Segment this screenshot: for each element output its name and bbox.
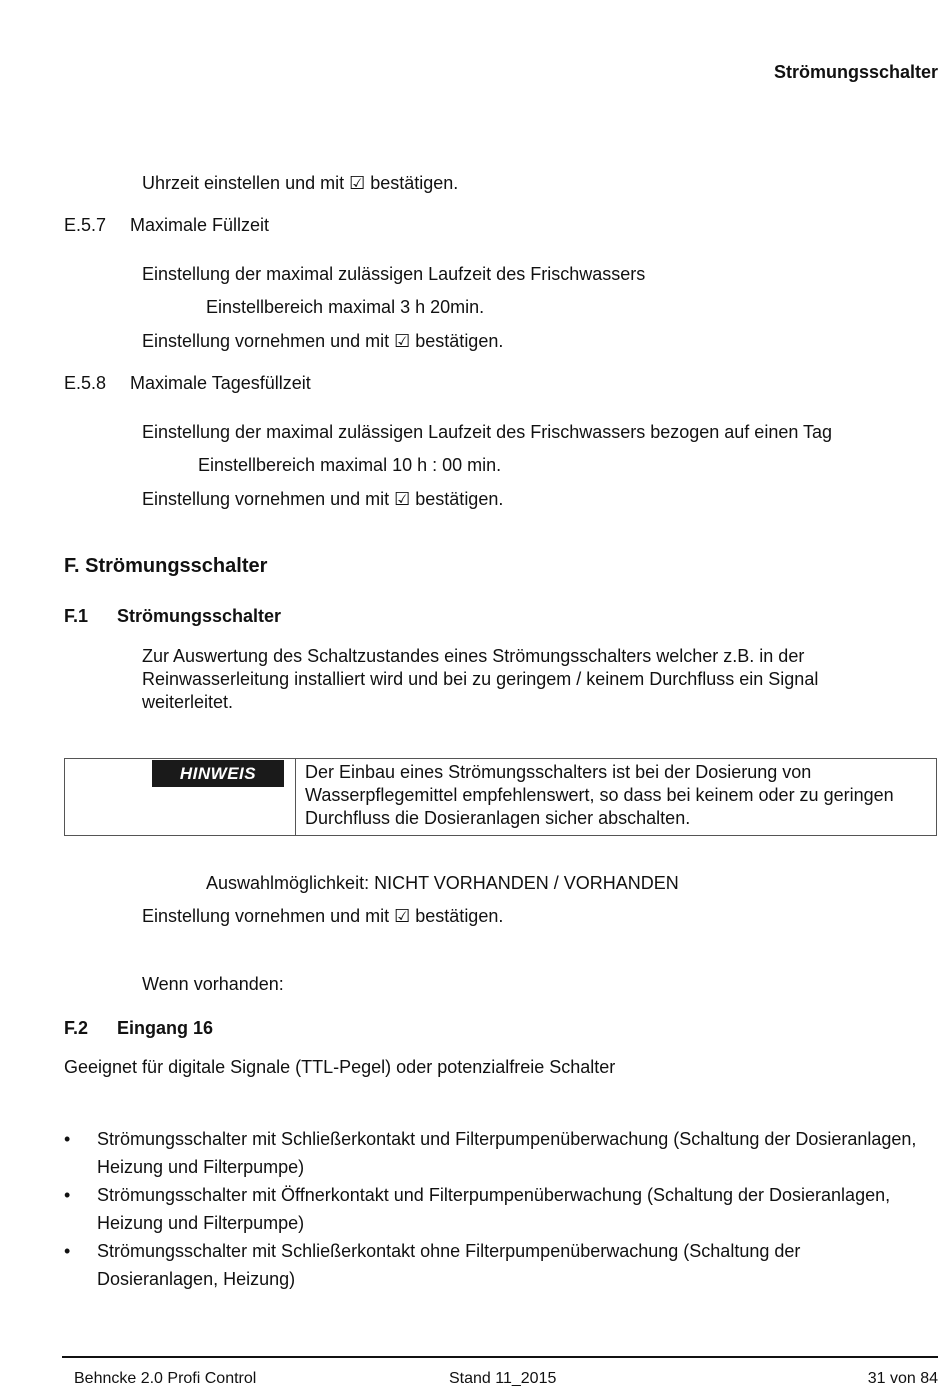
e57-range: Einstellbereich maximal 3 h 20min. (206, 297, 485, 317)
f1-confirm: Einstellung vornehmen und mit ☑ bestätigen. (142, 906, 504, 926)
section-e58-number: E.5.8 (64, 373, 107, 393)
section-e57-number: E.5.7 (64, 215, 107, 235)
footer-product: Behncke 2.0 Profi Control (74, 1370, 257, 1387)
section-f1-title: Strömungsschalter (117, 606, 282, 626)
e57-description: Einstellung der maximal zulässigen Laufzeit des Frischwassers (142, 264, 646, 284)
notice-text: Der Einbau eines Strömungsschalters ist bei der Dosierung von Wasserpflegemittel empfehlenswert, so dass bei keinem oder zu geringen Durchfluss die Dosieranlagen sicher abschalten. (305, 762, 894, 828)
section-f2-title: Eingang 16 (117, 1018, 214, 1038)
notice-badge: HINWEIS (152, 760, 284, 787)
e58-confirm: Einstellung vornehmen und mit ☑ bestätigen. (142, 489, 504, 509)
bullet-list (64, 1125, 924, 1293)
bullet-icon: • (64, 1241, 71, 1261)
section-e57-title: Maximale Füllzeit (130, 215, 270, 235)
bullet-icon: • (64, 1129, 71, 1149)
selection-options: Auswahlmöglichkeit: NICHT VORHANDEN / VORHANDEN (206, 873, 679, 893)
e58-description: Einstellung der maximal zulässigen Laufzeit des Frischwassers bezogen auf einen Tag (142, 422, 833, 442)
footer-version: Stand 11_2015 (449, 1370, 557, 1387)
section-e58-title: Maximale Tagesfüllzeit (130, 373, 311, 393)
list-item: • Strömungsschalter mit Öffnerkontakt und Filterpumpenüberwachung (Schaltung der Dosieranlagen, Heizung und Filterpumpe) (64, 1181, 924, 1237)
if-present-line: Wenn vorhanden: (142, 974, 284, 994)
footer-page-number: 31 von 84 (867, 1370, 938, 1387)
f2-paragraph: Geeignet für digitale Signale (TTL-Pegel) oder potenzialfreie Schalter (64, 1057, 616, 1077)
section-f2-number: F.2 (64, 1018, 89, 1038)
bullet-icon: • (64, 1185, 71, 1205)
chapter-f-heading: F. Strömungsschalter (64, 555, 268, 577)
uhrzeit-line: Uhrzeit einstellen und mit ☑ bestätigen. (142, 173, 459, 193)
list-item: • Strömungsschalter mit Schließerkontakt ohne Filterpumpenüberwachung (Schaltung der Dosieranlagen, Heizung) (64, 1237, 924, 1293)
section-f1-number: F.1 (64, 606, 89, 626)
footer-divider (62, 1356, 938, 1358)
list-item: • Strömungsschalter mit Schließerkontakt und Filterpumpenüberwachung (Schaltung der Dosieranlagen, Heizung und Filterpumpe) (64, 1125, 924, 1181)
e57-confirm: Einstellung vornehmen und mit ☑ bestätigen. (142, 331, 504, 351)
notice-divider (295, 759, 296, 835)
notice-box (64, 758, 937, 836)
page-header-title: Strömungsschalter (773, 62, 938, 82)
e58-range: Einstellbereich maximal 10 h : 00 min. (198, 455, 502, 475)
f1-paragraph: Zur Auswertung des Schaltzustandes eines Strömungsschalters welcher z.B. in der Reinwasserleitung installiert wird und bei zu geringem / keinem Durchfluss ein Signal weiterleitet. (142, 646, 819, 712)
